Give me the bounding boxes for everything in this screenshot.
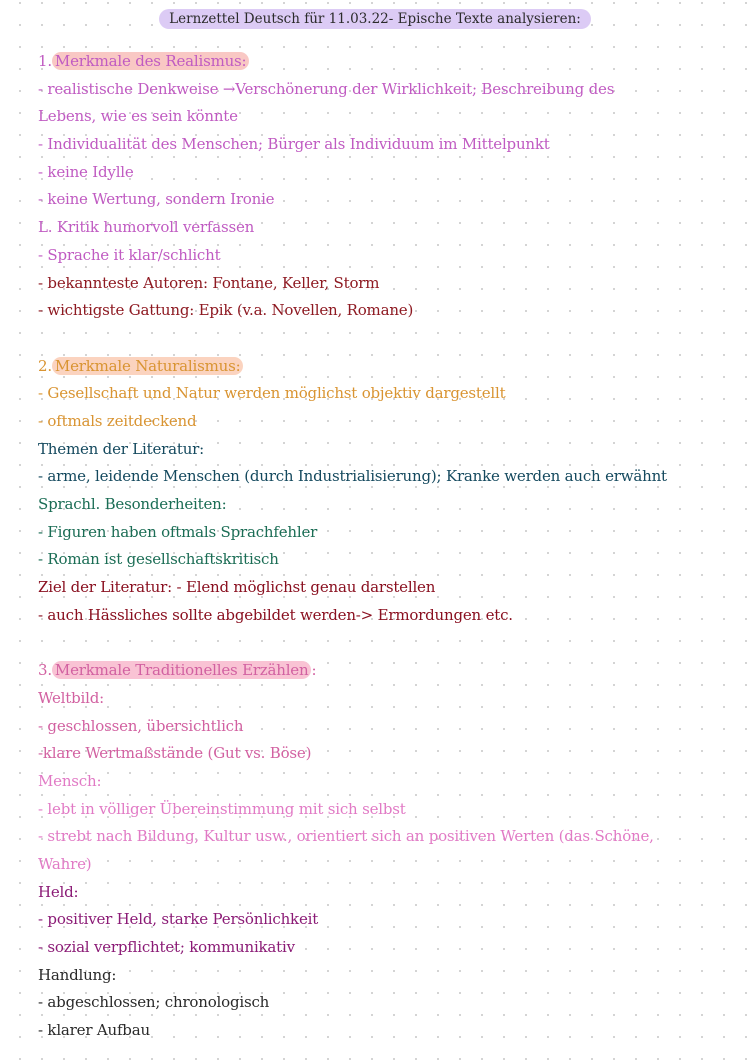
list-item: Themen der Literatur: — [38, 439, 204, 458]
list-item: Wahre) — [38, 854, 92, 873]
list-item: - keine Wertung, sondern Ironie — [38, 190, 275, 209]
section-spacer — [38, 629, 718, 657]
list-item: - realistische Denkweise →Verschönerung der Wirklichkeit; Beschreibung des — [38, 79, 615, 98]
list-item: Lebens, wie es sein könnte — [38, 107, 238, 126]
section-3-heading — [38, 657, 718, 685]
list-item: L. Kritik humorvoll verfassen — [38, 218, 255, 237]
section-number: 1. — [38, 52, 52, 70]
list-item: Mensch: — [38, 771, 102, 790]
list-item: -klare Wertmaßstände (Gut vs. Böse) — [38, 744, 312, 763]
section-heading-colon: : — [311, 661, 317, 680]
list-item: - arme, leidende Menschen (durch Industrialisierung); Kranke werden auch erwähnt — [38, 467, 667, 486]
section-number: 2. — [38, 356, 52, 375]
list-item: - strebt nach Bildung, Kultur usw., orientiert sich an positiven Werten (das Schöne, — [38, 827, 654, 846]
list-item: - auch Hässliches sollte abgebildet werden-> Ermordungen etc. — [38, 605, 513, 624]
title-row — [0, 8, 750, 29]
list-item: - abgeschlossen; chronologisch — [38, 993, 270, 1012]
list-item: - Figuren haben oftmals Sprachfehler — [38, 522, 318, 541]
list-item: Sprachl. Besonderheiten: — [38, 495, 227, 513]
list-item: - Individualität des Menschen; Bürger als Individuum im Mittelpunkt — [38, 135, 550, 154]
section-heading-highlight: Merkmale Naturalismus: — [52, 357, 244, 375]
list-item: - klarer Aufbau — [38, 1021, 150, 1040]
section-2-heading — [38, 353, 718, 381]
list-item: Weltbild: — [38, 688, 104, 707]
note-content — [38, 48, 718, 1045]
section-heading-highlight: Merkmale des Realismus: — [52, 52, 250, 70]
list-item: Handlung: — [38, 965, 117, 984]
list-item: - wichtigste Gattung: Epik (v.a. Novellen, Romane) — [38, 301, 414, 320]
section-heading-highlight: Merkmale Traditionelles Erzählen — [52, 661, 312, 679]
list-item: - bekannteste Autoren: Fontane, Keller, Storm — [38, 273, 380, 292]
list-item: - Sprache it klar/schlicht — [38, 245, 221, 264]
list-item: - oftmals zeitdeckend — [38, 411, 197, 430]
list-item: - geschlossen, übersichtlich — [38, 716, 244, 735]
list-item: - keine Idylle — [38, 162, 134, 181]
list-item: Held: — [38, 882, 79, 901]
list-item: - positiver Held, starke Persönlichkeit — [38, 910, 319, 929]
page-title: Lernzettel Deutsch für 11.03.22- Epische Texte analysieren: — [159, 9, 591, 29]
section-number: 3. — [38, 661, 52, 680]
section-1-heading — [38, 48, 718, 76]
section-spacer — [38, 325, 718, 353]
list-item: Ziel der Literatur: - Elend möglichst genau darstellen — [38, 578, 436, 597]
list-item: - Gesellschaft und Natur werden möglichst objektiv dargestellt — [38, 384, 506, 403]
list-item: - Roman ist gesellschaftskritisch — [38, 550, 279, 569]
list-item: - lebt in völliger Übereinstimmung mit sich selbst — [38, 799, 406, 818]
list-item: - sozial verpflichtet; kommunikativ — [38, 938, 295, 956]
